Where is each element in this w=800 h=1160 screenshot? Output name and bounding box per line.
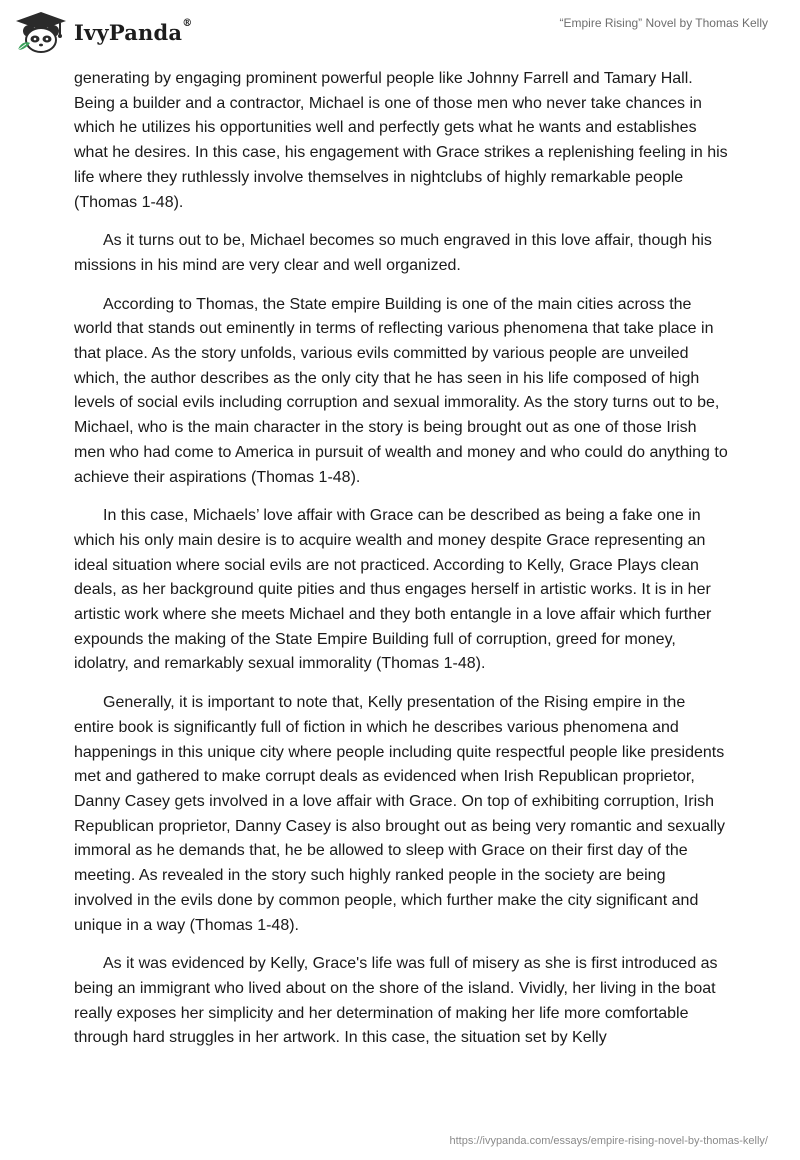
paragraph: As it turns out to be, Michael becomes so much engraved in this love affair, though his missions in his mind are very clear and well organized.: [74, 232, 712, 274]
essay-body: [74, 67, 728, 1065]
panda-graduate-icon: [14, 10, 68, 54]
source-url[interactable]: https://ivypanda.com/essays/empire-rising-novel-by-thomas-kelly/: [449, 1135, 768, 1147]
paragraph: As it was evidenced by Kelly, Grace's life was full of misery as she is first introduced as being an immigrant who lived about on the shore of the island. Vividly, her living in the boat really exposes her simplicity and her determination of making her life more comfortable through hard struggles in her artwork. In this case, the situation set by Kelly: [74, 955, 718, 1047]
paragraph: generating by engaging prominent powerful people like Johnny Farrell and Tamary Hall. Being a builder and a contractor, Michael is one of those men who never take chances in which he utilizes his opportunities well and perfectly gets what he wants and establishes what he desires. In this case, his engagement with Grace strikes a replenishing feeling in his life where they ruthlessly involve themselves in nightclubs of highly remarkable people (Thomas 1-48).: [74, 70, 728, 211]
ivypanda-logo[interactable]: [14, 10, 192, 54]
page-header: [0, 0, 800, 64]
paragraph: In this case, Michaels’ love affair with Grace can be described as being a fake one in which his only main desire is to acquire wealth and money despite Grace representing an ideal situation where social evils are not practiced. According to Kelly, Grace Plays clean deals, as her background quite pities and thus engages herself in artistic works. It is in her artistic work where she meets Michael and they both entangle in a love affair which further expounds the making of the State Empire Building full of corruption, greed for money, idolatry, and remarkably sexual immorality (Thomas 1-48).: [74, 507, 712, 673]
logo-wordmark: [74, 17, 193, 45]
paragraph: According to Thomas, the State empire Building is one of the main cities across the world that stands out eminently in terms of reflecting various phenomena that take place in that place. As the story unfolds, various evils committed by various people are unveiled which, the author describes as the only city that he has seen in his life composed of high levels of social evils including corruption and sexual immorality. As the story turns out to be, Michael, who is the main character in the story is being brought out as one of those Irish men who had come to America in pursuit of wealth and money and who could do anything to achieve their aspirations (Thomas 1-48).: [74, 295, 728, 486]
document-title: “Empire Rising” Novel by Thomas Kelly: [559, 16, 768, 30]
paragraph: Generally, it is important to note that, Kelly presentation of the Rising empire in the entire book is significantly full of fiction in which he describes various phenomena and happenings in this unique city where people including quite respectful people like presidents met and gathered to make corrupt deals as evidenced when Irish Republican proprietor, Danny Casey gets involved in a love affair with Grace. On top of exhibiting corruption, Irish Republican proprietor, Danny Casey is also brought out as being very romantic and sexually immoral as he demands that, he be allowed to sleep with Grace on their first day of the meeting. As revealed in the story such highly ranked people in the society are being involved in the evils done by common people, which further make the city significant and unique in a way (Thomas 1-48).: [74, 694, 726, 934]
logo-text: IvyPanda: [74, 19, 183, 45]
registered-mark: ®: [182, 17, 193, 29]
